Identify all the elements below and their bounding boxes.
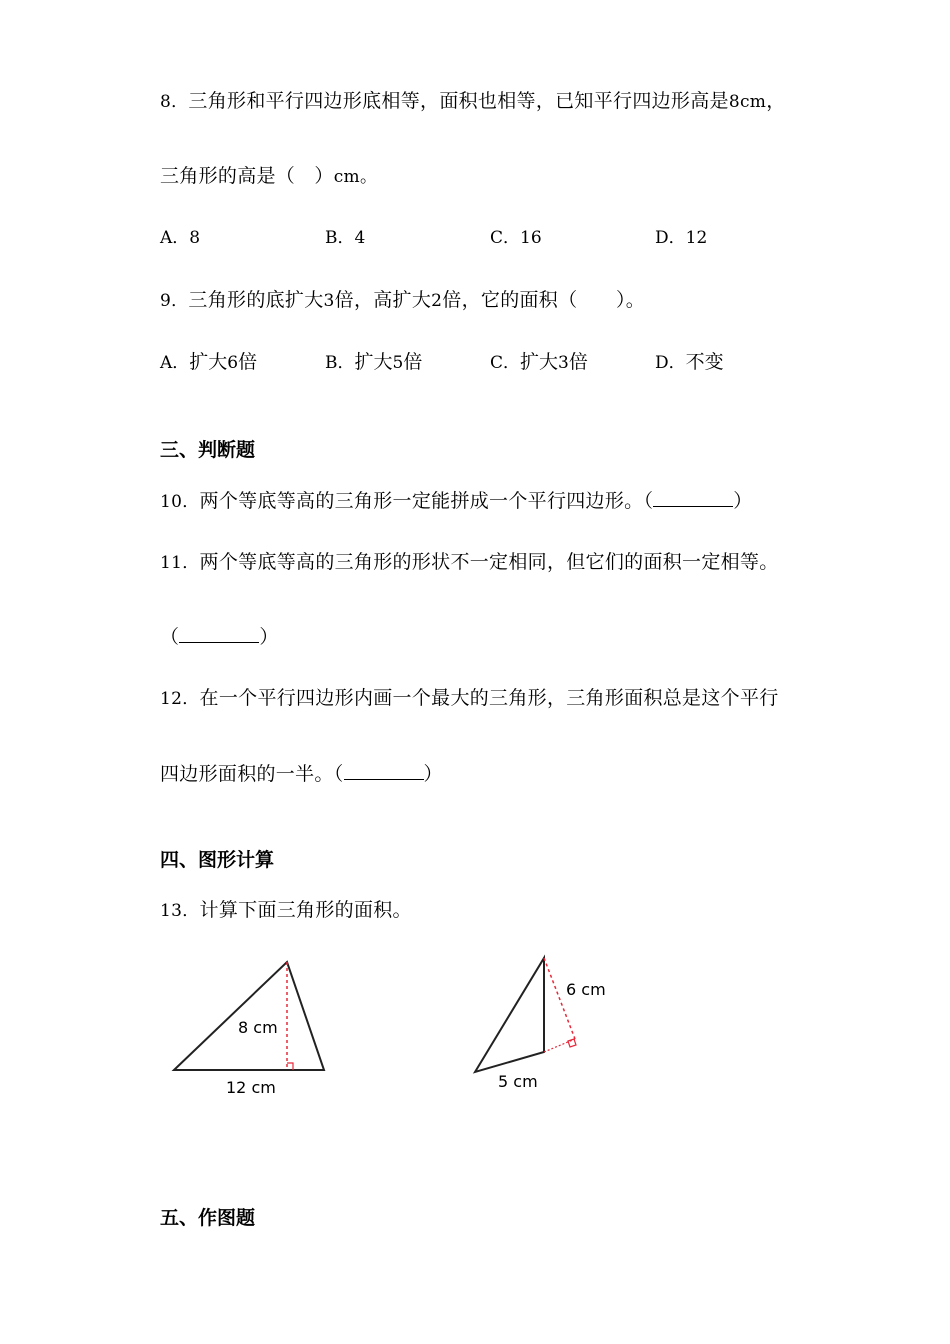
q8-text: 三角形和平行四边形底相等，面积也相等，已知平行四边形高是 xyxy=(188,90,729,112)
section-5-title: 五、作图题 xyxy=(160,1207,256,1229)
q9-option-d[interactable]: D．不变 xyxy=(655,351,724,373)
q10-answer-blank[interactable] xyxy=(653,488,733,507)
triangle-2-base-label: 5 cm xyxy=(498,1072,538,1091)
q11-number: 11． xyxy=(160,553,200,573)
triangle-figure-2 xyxy=(460,945,640,1095)
triangle-1-right-angle-mark xyxy=(287,1063,293,1070)
q12-number: 12． xyxy=(160,689,200,709)
q11-line2: （ ） xyxy=(160,626,279,648)
q9-number: 9． xyxy=(160,291,189,311)
triangle-2-height-label: 6 cm xyxy=(566,980,606,999)
q8-comma: ， xyxy=(766,90,786,112)
q9-option-b[interactable]: B．扩大5倍 xyxy=(325,351,423,373)
q10-line: 10．两个等底等高的三角形一定能拼成一个平行四边形。（ ） xyxy=(160,490,753,512)
q8-value: 8cm xyxy=(728,92,767,112)
triangle-2-outline xyxy=(475,958,544,1072)
q8-option-b[interactable]: B．4 xyxy=(325,228,366,248)
q13-line: 13．计算下面三角形的面积。 xyxy=(160,899,412,921)
q8-number: 8． xyxy=(160,92,189,112)
triangle-2-right-angle-mark xyxy=(568,1039,576,1047)
triangle-1-height-label: 8 cm xyxy=(238,1018,278,1037)
triangle-1-base-label: 12 cm xyxy=(226,1078,276,1097)
triangle-1-outline xyxy=(174,962,324,1070)
q13-number: 13． xyxy=(160,901,200,921)
q8-line2 xyxy=(160,164,377,189)
triangle-figure-1 xyxy=(160,950,360,1100)
q9-option-c[interactable]: C．扩大3倍 xyxy=(490,351,588,373)
q12-answer-blank[interactable] xyxy=(344,761,424,780)
section-3-title: 三、判断题 xyxy=(160,439,256,461)
q8-line1 xyxy=(160,89,786,114)
q8-option-d[interactable]: D．12 xyxy=(655,228,708,248)
triangle-2-base-extension xyxy=(544,1039,575,1052)
q8-option-c[interactable]: C．16 xyxy=(490,228,542,248)
section-4-title: 四、图形计算 xyxy=(160,849,275,871)
q11-answer-blank[interactable] xyxy=(179,624,259,643)
q8-text2: 三角形的高是（ ） xyxy=(160,165,334,187)
q9-option-a[interactable]: A．扩大6倍 xyxy=(160,351,258,373)
q8-option-a[interactable]: A．8 xyxy=(160,228,201,248)
q8-unit: cm。 xyxy=(333,167,378,187)
q9-line: 9．三角形的底扩大3倍，高扩大2倍，它的面积（ ）。 xyxy=(160,289,646,311)
q12-line2: 四边形面积的一半。（ ） xyxy=(160,763,443,785)
q10-number: 10． xyxy=(160,492,200,512)
q12-line1: 12．在一个平行四边形内画一个最大的三角形，三角形面积总是这个平行 xyxy=(160,687,779,709)
q11-line1: 11．两个等底等高的三角形的形状不一定相同，但它们的面积一定相等。 xyxy=(160,551,779,573)
